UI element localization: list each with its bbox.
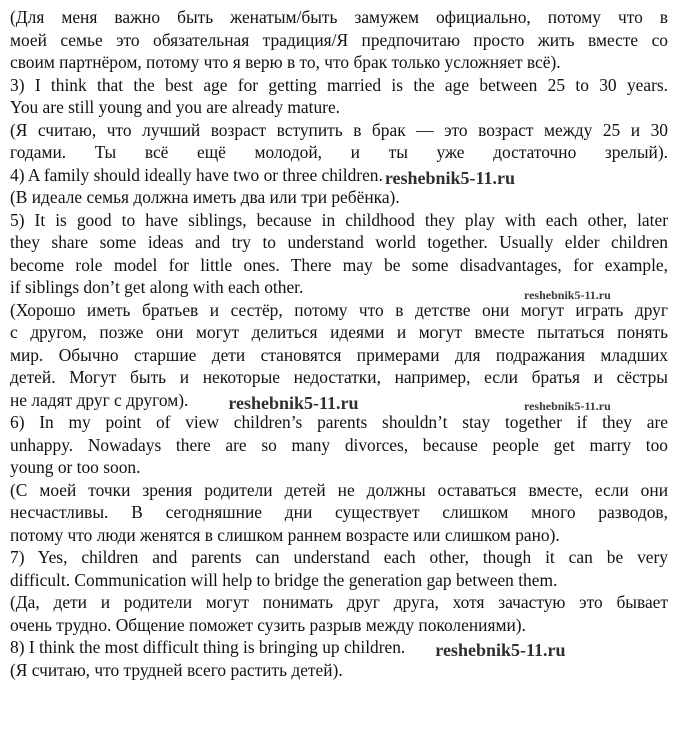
text-line-with-watermark [10,164,668,187]
text-line: с другом, позже они могут делиться идеями и могут вместе пытаться понять [10,322,668,342]
text-line: if siblings don’t get along with each other. [10,277,304,297]
text-line: unhappy. Nowadays there are so many divorces, because people get marry too [10,434,668,455]
text-line: 5) It is good to have siblings, because in childhood they play with each other, later [10,209,668,230]
text-line: потому что люди женятся в слишком раннем возрасте или слишком рано). [10,524,560,545]
text-line: young or too soon. [10,457,141,477]
text-line: 7) Yes, children and parents can understand each other, though it can be very [10,547,668,567]
text-line: (Я считаю, что лучший возраст вступить в брак — это возраст между 25 и 30 [10,119,668,140]
watermark-large: reshebnik5-11.ru [228,392,359,413]
text-line-with-watermark [10,636,668,659]
watermark-large: reshebnik5-11.ru [384,167,516,188]
document-page [10,6,668,681]
text-line: 6) In my point of view children’s parents shouldn’t stay together if they are [10,412,668,432]
text-line: моей семье это обязательная традиция/Я предпочитаю просто жить вместе со [10,29,668,50]
text-line: (Для меня важно быть женатым/быть замужем официально, потому что в [10,7,668,27]
text-line: своим партнёром, потому что я верю в то, что брак только усложняет всё). [10,52,561,72]
text-line: difficult. Communication will help to bridge the generation gap between them. [10,569,558,590]
text-segment: не ладят друг с другом). [10,389,189,410]
text-line: детей. Могут быть и некоторые недостатки, например, если братья и сёстры [10,367,668,387]
text-line: 3) I think that the best age for getting married is the age between 25 to 30 years. [10,74,668,95]
text-line: (Хорошо иметь братьев и сестёр, потому что в детстве они могут играть друг [10,299,668,320]
text-line: You are still young and you are already mature. [10,97,341,117]
text-line: they share some ideas and try to understand world together. Usually elder children [10,232,668,252]
text-line: (Да, дети и родители могут понимать друг друга, хотя зачастую это бывает [10,592,668,612]
text-segment: 8) I think the most difficult thing is bringing up children. [10,637,406,657]
text-line: (С моей точки зрения родители детей не должны оставаться вместе, если они [10,479,668,500]
text-line: become role model for little ones. There may be some disadvantages, for example, [10,254,668,275]
text-line: мир. Обычно старшие дети становятся примерами для подражания младших [10,344,668,365]
text-line: (Я считаю, что трудней всего растить детей). [10,659,343,680]
watermark-small: reshebnik5-11.ru [524,399,611,413]
text-line: годами. Ты всё ещё молодой, и ты уже достаточно зрелый). [10,142,668,162]
text-segment: 4) A family should ideally have two or three children. [10,164,383,185]
text-line: очень трудно. Общение поможет сузить разрыв между поколениями). [10,614,526,635]
watermark-small: reshebnik5-11.ru [524,288,611,302]
watermark-large: reshebnik5-11.ru [435,640,566,660]
text-line: несчастливы. В сегодняшние дни существует слишком много разводов, [10,502,668,522]
text-line: (В идеале семья должна иметь два или три ребёнка). [10,187,400,207]
